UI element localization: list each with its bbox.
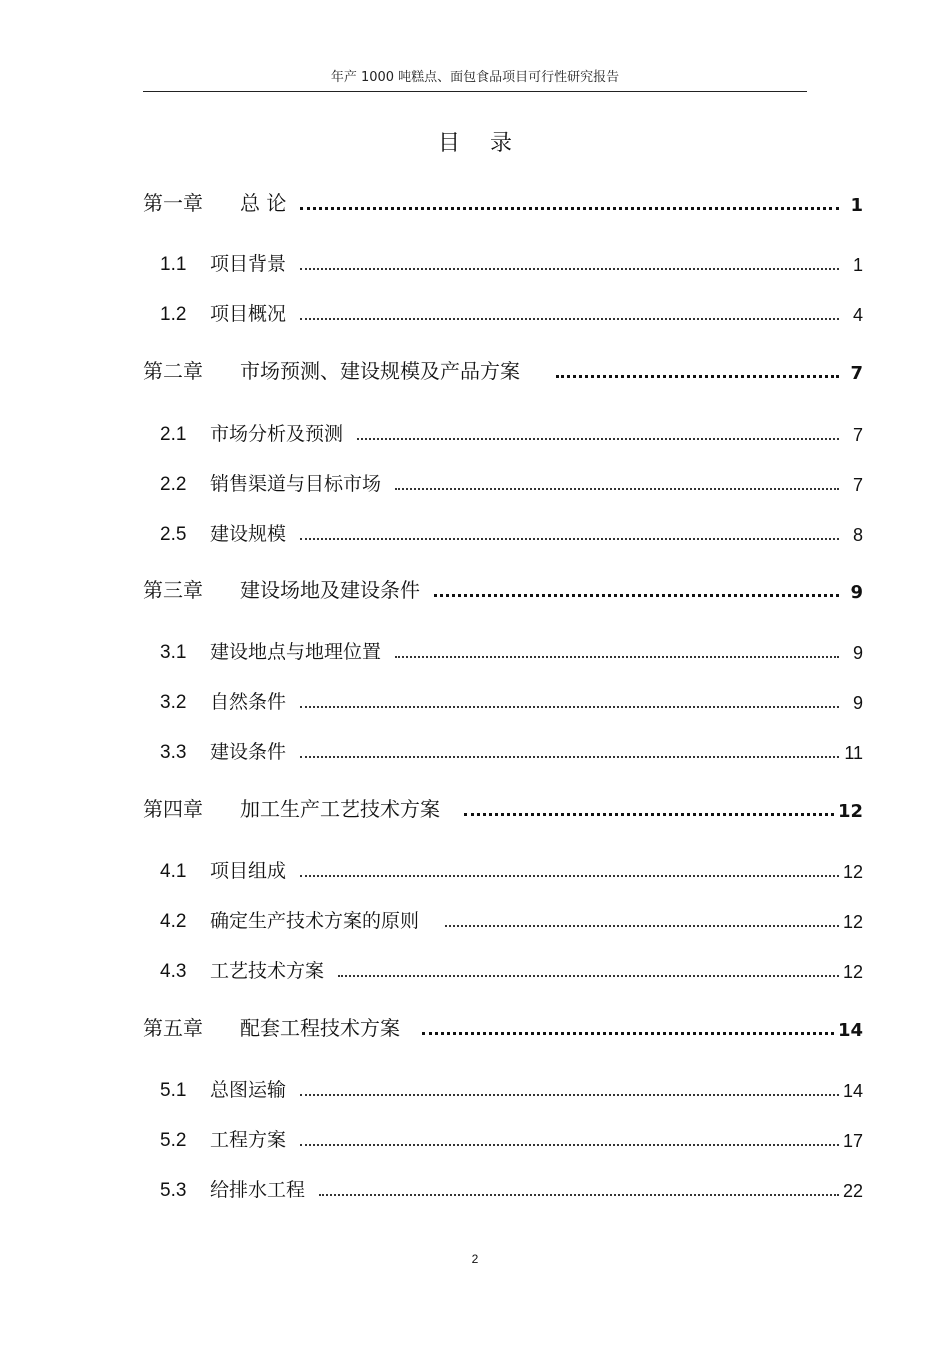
toc-entry-section-4-2[interactable]: 4.2 确定生产技术方案的原则 12: [160, 910, 863, 932]
toc-page-number: 1: [852, 255, 863, 275]
dot-leader: [338, 974, 839, 977]
toc-entry-section-3-1[interactable]: 3.1 建设地点与地理位置 9: [160, 641, 863, 663]
toc-entry-title: 给排水工程: [210, 1179, 306, 1201]
toc-entry-section-3-3[interactable]: 3.3 建设条件 11: [160, 741, 863, 763]
toc-entry-chapter-5[interactable]: 第五章 配套工程技术方案 14: [143, 1016, 863, 1041]
toc-page-number: 11: [844, 743, 863, 763]
toc-page-number: 7: [850, 363, 863, 384]
toc-entry-title: 项目背景: [210, 253, 287, 275]
toc-entry-title: 销售渠道与目标市场: [210, 473, 382, 495]
toc-page-number: 14: [842, 1081, 863, 1101]
toc-entry-title: 项目组成: [210, 860, 287, 882]
toc-entry-title: 建设场地及建设条件: [240, 578, 420, 602]
toc-entry-title: 加工生产工艺技术方案: [240, 797, 440, 821]
dot-leader: [300, 1143, 839, 1146]
toc-page-number: 12: [842, 862, 863, 882]
toc-entry-chapter-3[interactable]: 第三章 建设场地及建设条件 9: [143, 578, 863, 603]
toc-entry-section-2-2[interactable]: 2.2 销售渠道与目标市场 7: [160, 473, 863, 495]
dot-leader: [556, 374, 839, 378]
toc-entry-chapter-1[interactable]: 第一章 总 论 1: [143, 191, 863, 216]
toc-entry-chapter-4[interactable]: 第四章 加工生产工艺技术方案 12: [143, 797, 863, 822]
dot-leader: [445, 924, 839, 927]
page-number: 2: [471, 1252, 479, 1266]
dot-leader: [300, 874, 839, 877]
dot-leader: [300, 206, 839, 210]
toc-page-number: 12: [842, 962, 863, 982]
toc-page-number: 9: [852, 693, 863, 713]
toc-entry-title: 市场分析及预测: [210, 423, 344, 445]
dot-leader: [300, 705, 839, 708]
toc-entry-title: 建设地点与地理位置: [210, 641, 382, 663]
dot-leader: [300, 1093, 839, 1096]
toc-entry-chapter-2[interactable]: 第二章 市场预测、建设规模及产品方案 7: [143, 359, 863, 384]
dot-leader: [464, 812, 834, 816]
running-header: 年产 1000 吨糕点、面包食品项目可行性研究报告: [330, 70, 620, 85]
toc-entry-title: 确定生产技术方案的原则: [210, 910, 420, 932]
dot-leader: [300, 537, 839, 540]
toc-page-number: 7: [852, 425, 863, 445]
toc-entry-section-5-1[interactable]: 5.1 总图运输 14: [160, 1079, 863, 1101]
toc-entry-section-1-2[interactable]: 1.2 项目概况 4: [160, 303, 863, 325]
toc-page-number: 12: [842, 912, 863, 932]
dot-leader: [357, 437, 839, 440]
toc-entry-title: 项目概况: [210, 303, 287, 325]
toc-page-number: 9: [852, 643, 863, 663]
dot-leader: [395, 655, 839, 658]
toc-page-number: 4: [852, 305, 863, 325]
header-rule: [143, 91, 807, 92]
toc-page-number: 14: [837, 1020, 863, 1041]
toc-entry-title: 市场预测、建设规模及产品方案: [240, 359, 520, 383]
toc-page-number: 17: [842, 1131, 863, 1151]
toc-entry-title: 总 论: [240, 191, 287, 215]
dot-leader: [422, 1031, 834, 1035]
dot-leader: [319, 1193, 839, 1196]
dot-leader: [395, 487, 839, 490]
toc-page-number: 12: [837, 801, 863, 822]
toc-page-number: 8: [852, 525, 863, 545]
dot-leader: [300, 755, 839, 758]
toc-page-number: 22: [842, 1181, 863, 1201]
toc-page-number: 1: [850, 195, 863, 216]
toc-page-number: 9: [850, 582, 863, 603]
toc-entry-title: 建设条件: [210, 741, 287, 763]
toc-entry-title: 建设规模: [210, 523, 287, 545]
toc-entry-title: 总图运输: [210, 1079, 287, 1101]
toc-entry-section-5-2[interactable]: 5.2 工程方案 17: [160, 1129, 863, 1151]
toc-entry-section-2-1[interactable]: 2.1 市场分析及预测 7: [160, 423, 863, 445]
toc-entry-section-5-3[interactable]: 5.3 给排水工程 22: [160, 1179, 863, 1201]
dot-leader: [300, 267, 839, 270]
toc-entry-title: 自然条件: [210, 691, 287, 713]
toc-entry-section-4-1[interactable]: 4.1 项目组成 12: [160, 860, 863, 882]
toc-entry-title: 工艺技术方案: [210, 960, 325, 982]
toc-title: 目录: [437, 131, 542, 156]
toc-entry-title: 配套工程技术方案: [240, 1016, 400, 1040]
toc-entry-section-2-5[interactable]: 2.5 建设规模 8: [160, 523, 863, 545]
dot-leader: [434, 593, 839, 597]
toc-entry-title: 工程方案: [210, 1129, 287, 1151]
toc-entry-section-4-3[interactable]: 4.3 工艺技术方案 12: [160, 960, 863, 982]
dot-leader: [300, 317, 839, 320]
toc-page-number: 7: [852, 475, 863, 495]
toc-entry-section-3-2[interactable]: 3.2 自然条件 9: [160, 691, 863, 713]
toc-entry-section-1-1[interactable]: 1.1 项目背景 1: [160, 253, 863, 275]
